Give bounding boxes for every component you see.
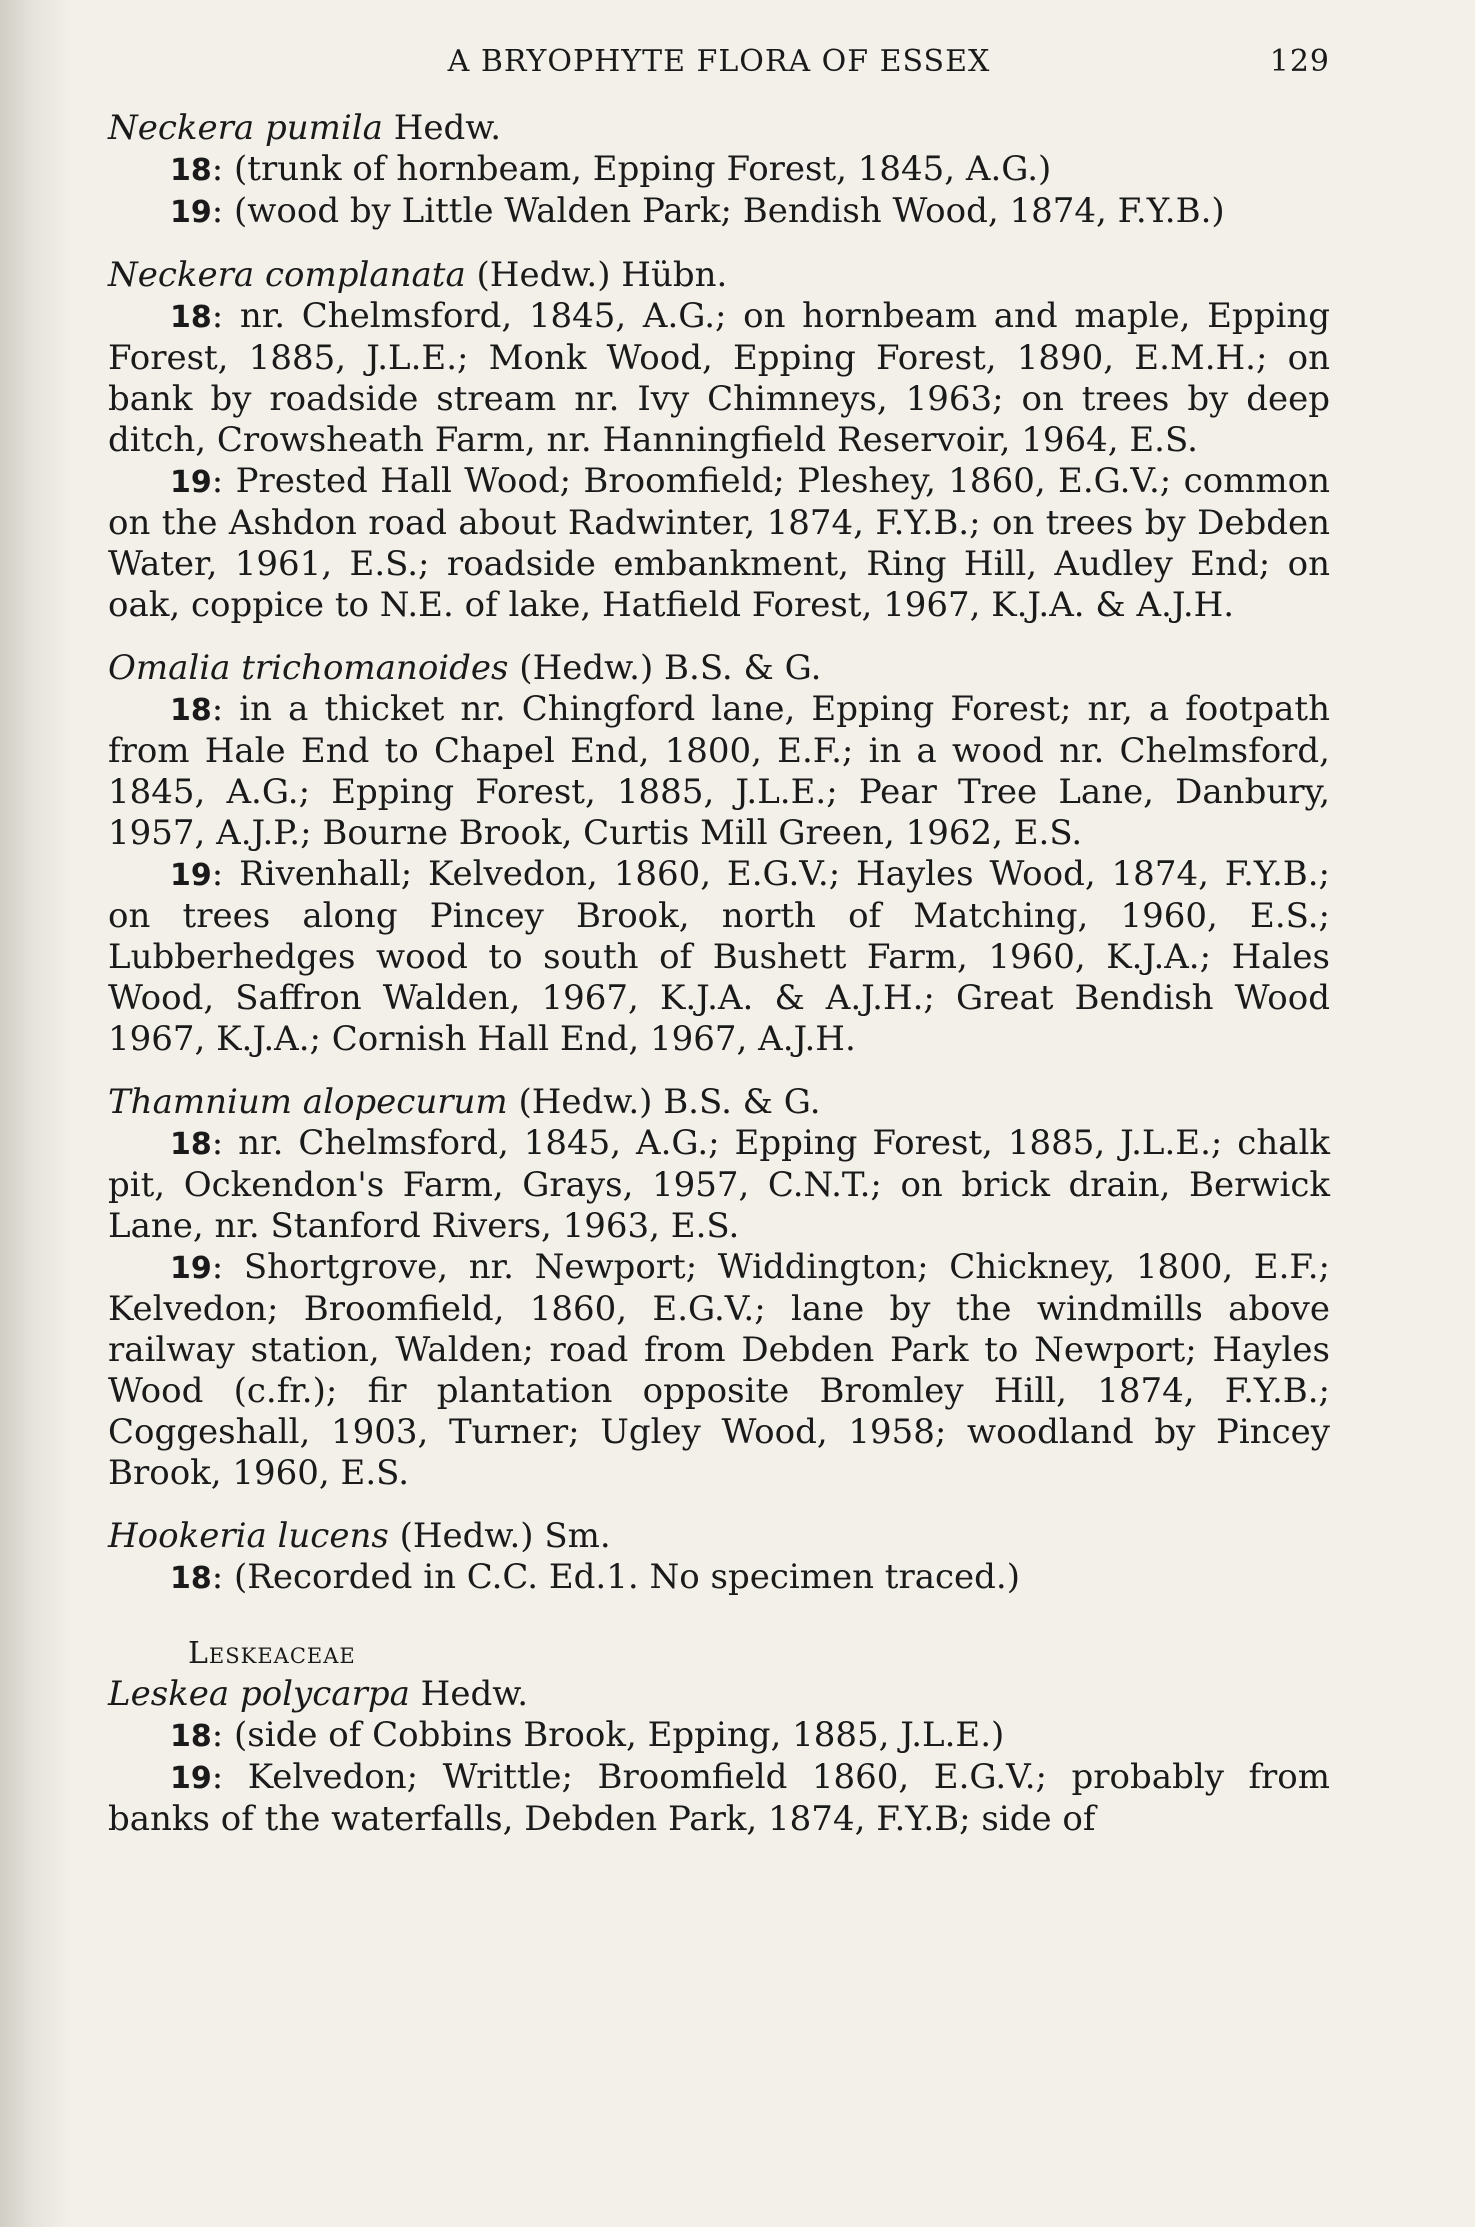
record-text: : Kelvedon; Writtle; Broomfield 1860, E.G.V.; probably from banks of the waterfalls, Debden Park, 1874, F.Y.B; side of [108,1757,1330,1839]
species-entry [108,1516,1330,1599]
species-name [108,108,1330,149]
authority: (Hedw.) B.S. & G. [508,648,822,688]
authority: Hedw. [382,108,502,148]
record [108,1757,1330,1840]
record [108,296,1330,461]
record-text: : in a thicket nr. Chingford lane, Epping Forest; nr, a footpath from Hale End to Chapel End, 1800, E.F.; in a wood nr. Chelmsford, 1845, A.G.; Epping Forest, 1885, J.L.E.; Pear Tree Lane, Danbury, 1957, A.J.P.; Bourne Brook, Curtis Mill Green, 1962, E.S. [108,689,1330,853]
record [108,854,1330,1060]
record [108,1715,1330,1757]
species-name [108,648,1330,689]
species-name [108,1082,1330,1123]
record-text: : (wood by Little Walden Park; Bendish Wood, 1874, F.Y.B.) [211,191,1225,231]
species-entry [108,648,1330,1060]
vice-county-number: 19 [170,1251,212,1286]
page-gutter-shadow [0,0,70,2227]
vice-county-number: 19 [170,1761,212,1796]
page-number: 129 [1269,44,1330,79]
book-page [108,40,1330,1862]
species-name [108,255,1330,296]
vice-county-number: 18 [170,153,212,188]
authority: (Hedw.) Hübn. [465,255,728,295]
record-text: : nr. Chelmsford, 1845, A.G.; on hornbeam and maple, Epping Forest, 1885, J.L.E.; Monk Wood, Epping Forest, 1890, E.M.H.; on bank by roadside stream nr. Ivy Chimneys, 1963; on trees by deep ditch, Crowsheath Farm, nr. Hanningfield Reservoir, 1964, E.S. [108,296,1330,460]
authority: (Hedw.) B.S. & G. [507,1082,821,1122]
record-text: : Prested Hall Wood; Broomfield; Pleshey, 1860, E.G.V.; common on the Ashdon road about Radwinter, 1874, F.Y.B.; on trees by Debden Water, 1961, E.S.; roadside embankment, Ring Hill, Audley End; on oak, coppice to N.E. of lake, Hatfield Forest, 1967, K.J.A. & A.J.H. [108,461,1330,625]
record-text: : Shortgrove, nr. Newport; Widdington; Chickney, 1800, E.F.; Kelvedon; Broomfield, 1860, E.G.V.; lane by the windmills above railway station, Walden; road from Debden Park to Newport; Hayles Wood (c.fr.); fir plantation opposite Bromley Hill, 1874, F.Y.B.; Coggeshall, 1903, Turner; Ugley Wood, 1958; woodland by Pincey Brook, 1960, E.S. [108,1247,1330,1493]
species-entry [108,108,1330,233]
record-text: : (side of Cobbins Brook, Epping, 1885, J.L.E.) [211,1715,1005,1755]
scientific-name: Leskea polycarpa [108,1674,410,1714]
record [108,461,1330,626]
species-entry [108,1082,1330,1494]
vice-county-number: 19 [170,858,212,893]
vice-county-number: 19 [170,195,212,230]
species-name [108,1674,1330,1715]
authority: (Hedw.) Sm. [388,1516,611,1556]
vice-county-number: 18 [170,693,212,728]
vice-county-number: 18 [170,300,212,335]
species-name [108,1516,1330,1557]
species-entry [108,255,1330,626]
vice-county-number: 18 [170,1127,212,1162]
record [108,1557,1330,1599]
family-heading: Leskeaceae [188,1636,356,1671]
record-text: : Rivenhall; Kelvedon, 1860, E.G.V.; Hayles Wood, 1874, F.Y.B.; on trees along Pincey Brook, north of Matching, 1960, E.S.; Lubberhedges wood to south of Bushett Farm, 1960, K.J.A.; Hales Wood, Saffron Walden, 1967, K.J.A. & A.J.H.; Great Bendish Wood 1967, K.J.A.; Cornish Hall End, 1967, A.J.H. [108,854,1330,1059]
vice-county-number: 18 [170,1561,212,1596]
authority: Hedw. [409,1674,529,1714]
record-text: : (trunk of hornbeam, Epping Forest, 1845, A.G.) [211,149,1052,189]
running-head [108,40,1330,86]
species-entry [108,1674,1330,1840]
record-text: : (Recorded in C.C. Ed.1. No specimen traced.) [211,1557,1020,1597]
vice-county-number: 18 [170,1719,212,1754]
scientific-name: Thamnium alopecurum [108,1082,508,1122]
record [108,1123,1330,1247]
scientific-name: Neckera complanata [108,255,466,295]
scientific-name: Omalia trichomanoides [108,648,509,688]
record-text: : nr. Chelmsford, 1845, A.G.; Epping Forest, 1885, J.L.E.; chalk pit, Ockendon's Farm, Grays, 1957, C.N.T.; on brick drain, Berwick Lane, nr. Stanford Rivers, 1963, E.S. [108,1123,1330,1246]
running-title: A BRYOPHYTE FLORA OF ESSEX [447,44,991,79]
scientific-name: Neckera pumila [108,108,383,148]
scientific-name: Hookeria lucens [108,1516,389,1556]
record [108,149,1330,191]
record [108,191,1330,233]
record [108,1247,1330,1494]
record [108,689,1330,854]
vice-county-number: 19 [170,465,212,500]
